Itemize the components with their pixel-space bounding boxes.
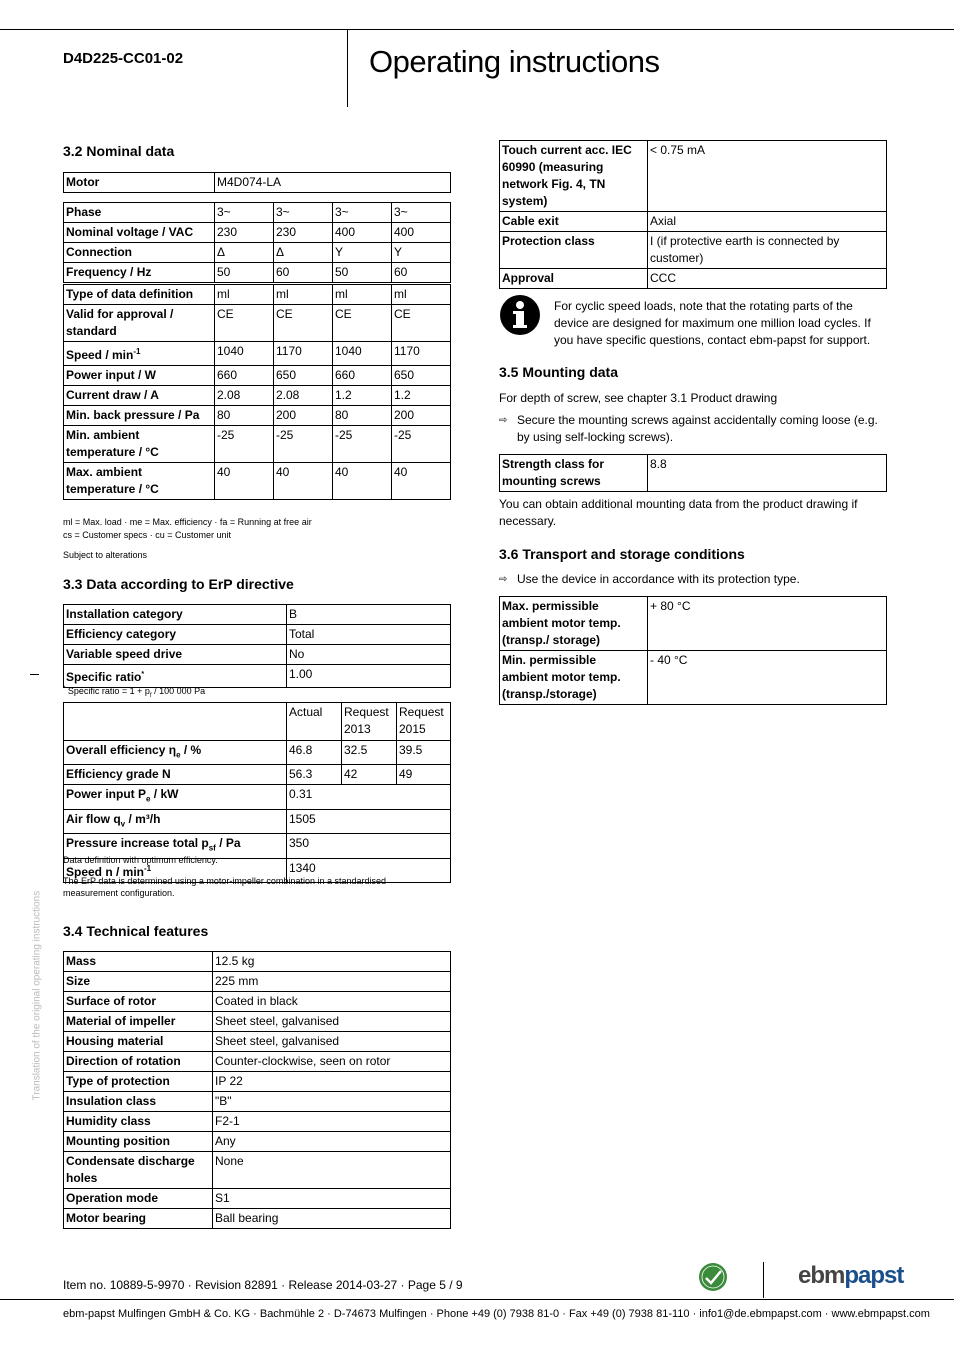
row-label: Humidity class <box>64 1112 213 1132</box>
erp-value: 49 <box>397 765 451 785</box>
row-value: 1040 <box>215 342 274 366</box>
table-row <box>500 232 887 269</box>
row-value: Y <box>392 243 451 263</box>
row-value: 60 <box>274 263 333 283</box>
info-icon <box>499 294 541 336</box>
erp-label: Air flow $q_v / m^3/h$ <box>64 809 287 833</box>
table-row <box>64 785 451 809</box>
row-value: 400 <box>333 223 392 243</box>
row-label: Frequency / Hz <box>64 263 215 283</box>
table-row <box>64 1132 451 1152</box>
row-value: 660 <box>333 366 392 386</box>
mounting-table <box>499 454 887 492</box>
row-value: S1 <box>213 1189 451 1209</box>
row-value: 1170 <box>274 342 333 366</box>
row-label: Motor bearing <box>64 1209 213 1229</box>
erp-value: 46.8 <box>287 741 342 765</box>
table-row <box>64 1189 451 1209</box>
table-row <box>500 269 887 289</box>
row-value: ml <box>392 285 451 305</box>
row-label: Type of protection <box>64 1072 213 1092</box>
row-value: None <box>213 1152 451 1189</box>
table-row <box>64 463 451 500</box>
col-header: Request 2013 <box>342 703 397 741</box>
row-label: Speed / $\min^{-1}$ <box>64 342 215 366</box>
header-divider <box>347 29 348 107</box>
table-row <box>64 952 451 972</box>
table-row <box>64 1072 451 1092</box>
transport-value: + 80 °C <box>648 597 887 651</box>
nominal-table-2 <box>63 284 451 500</box>
erp-value: 32.5 <box>342 741 397 765</box>
motor-table <box>63 172 451 193</box>
row-value: 650 <box>274 366 333 386</box>
table-row <box>64 605 451 625</box>
row-label: Direction of rotation <box>64 1052 213 1072</box>
electrical-table <box>499 140 887 289</box>
nominal-heading: 3.2 Nominal data <box>63 143 175 159</box>
row-label: Touch current acc. IEC 60990 (measuring network Fig. 4, TN system) <box>500 141 648 212</box>
motor-value: M4D074-LA <box>215 173 451 193</box>
row-value: 60 <box>392 263 451 283</box>
row-label: Insulation class <box>64 1092 213 1112</box>
table-row <box>64 285 451 305</box>
row-value: 3~ <box>392 203 451 223</box>
erp-table-1 <box>63 604 451 688</box>
row-value: 1.2 <box>392 386 451 406</box>
superscript: -1 <box>133 347 141 356</box>
row-label: Approval <box>500 269 648 289</box>
table-row <box>64 1012 451 1032</box>
erp-value: B <box>287 605 451 625</box>
row-value: -25 <box>392 426 451 463</box>
table-row <box>64 342 451 366</box>
row-value: 1170 <box>392 342 451 366</box>
row-label: Protection class <box>500 232 648 269</box>
transport-label: Min. permissible ambient motor temp. (transp./storage) <box>500 651 648 705</box>
erp-value: 1.00 <box>287 665 451 688</box>
erp-label: Power input $P_e$ / kW <box>64 785 287 809</box>
row-value: 660 <box>215 366 274 386</box>
erp-value: 0.31 <box>287 785 451 809</box>
ebmpapst-logo: ebmpapst <box>798 1262 904 1289</box>
row-value: Sheet steel, galvanised <box>213 1032 451 1052</box>
table-row <box>64 263 451 283</box>
table-row <box>64 765 451 785</box>
erp-value: 1340 <box>287 858 451 882</box>
erp-value: 350 <box>287 834 451 858</box>
page-title: Operating instructions <box>369 44 660 79</box>
row-label: Mass <box>64 952 213 972</box>
row-value: 3~ <box>274 203 333 223</box>
erp-value: 56.3 <box>287 765 342 785</box>
nominal-table-1 <box>63 202 451 283</box>
row-value: Coated in black <box>213 992 451 1012</box>
row-label: Connection <box>64 243 215 263</box>
table-row <box>64 223 451 243</box>
row-value: CCC <box>648 269 887 289</box>
row-label: Valid for approval / standard <box>64 305 215 342</box>
row-label: Power input / W <box>64 366 215 386</box>
transport-value: - 40 °C <box>648 651 887 705</box>
row-value: 40 <box>274 463 333 500</box>
row-value: Δ <box>215 243 274 263</box>
mounting-value: 8.8 <box>648 455 887 492</box>
row-label: Type of data definition <box>64 285 215 305</box>
row-value: 80 <box>333 406 392 426</box>
col-header: Request 2015 <box>397 703 451 741</box>
table-row <box>64 203 451 223</box>
erp-label: Installation category <box>64 605 287 625</box>
row-value: Axial <box>648 212 887 232</box>
erp-label: Overall efficiency $\eta_e$ / % <box>64 741 287 765</box>
row-label: Cable exit <box>500 212 648 232</box>
motor-label: Motor <box>64 173 215 193</box>
row-value: Δ <box>274 243 333 263</box>
row-label: Min. back pressure / Pa <box>64 406 215 426</box>
row-value: -25 <box>215 426 274 463</box>
row-value: 200 <box>392 406 451 426</box>
row-value: IP 22 <box>213 1072 451 1092</box>
table-row <box>64 1209 451 1229</box>
row-value: Sheet steel, galvanised <box>213 1012 451 1032</box>
table-row <box>500 141 887 212</box>
row-value: ml <box>215 285 274 305</box>
greentech-badge <box>698 1262 728 1292</box>
table-row <box>500 455 887 492</box>
table-row <box>64 1112 451 1132</box>
tech-heading: 3.4 Technical features <box>63 923 209 939</box>
table-row <box>64 625 451 645</box>
table-row <box>64 741 451 765</box>
table-row <box>64 406 451 426</box>
row-label: Min. ambient temperature / °C <box>64 426 215 463</box>
table-row <box>64 426 451 463</box>
erp-value: No <box>287 645 451 665</box>
row-value: CE <box>333 305 392 342</box>
row-label: Max. ambient temperature / °C <box>64 463 215 500</box>
erp-value: Total <box>287 625 451 645</box>
nominal-note-2: cs = Customer specs · cu = Customer unit <box>63 530 232 540</box>
row-label: Housing material <box>64 1032 213 1052</box>
erp-value: 39.5 <box>397 741 451 765</box>
col-header: Actual <box>287 703 342 741</box>
erp-label: Pressure increase total $p_{sf}$ / Pa <box>64 834 287 858</box>
mounting-label: Strength class for mounting screws <box>500 455 648 492</box>
erp-label: Variable speed drive <box>64 645 287 665</box>
row-value: Ball bearing <box>213 1209 451 1229</box>
row-value: 650 <box>392 366 451 386</box>
nominal-note-3: Subject to alterations <box>63 550 148 560</box>
table-row <box>64 1092 451 1112</box>
row-value: 1.2 <box>333 386 392 406</box>
row-value: ml <box>333 285 392 305</box>
row-value: 200 <box>274 406 333 426</box>
table-row <box>64 386 451 406</box>
erp-label: Speed n / $\min^{-1}$ <box>64 858 287 882</box>
mounting-text-1: For depth of screw, see chapter 3.1 Product drawing <box>499 391 778 405</box>
transport-label: Max. permissible ambient motor temp. (transp./ storage) <box>500 597 648 651</box>
row-value: 80 <box>215 406 274 426</box>
row-value: F2-1 <box>213 1112 451 1132</box>
footer-rule <box>0 1299 954 1300</box>
row-value: 40 <box>333 463 392 500</box>
row-value: 3~ <box>333 203 392 223</box>
row-value: 40 <box>215 463 274 500</box>
erp-label: Specific ratio* <box>64 665 287 688</box>
row-value: 50 <box>333 263 392 283</box>
table-row <box>64 243 451 263</box>
row-value: Counter-clockwise, seen on rotor <box>213 1052 451 1072</box>
row-value: Y <box>333 243 392 263</box>
table-row <box>500 597 887 651</box>
row-value: CE <box>215 305 274 342</box>
arrow-icon: ⇨ <box>499 415 508 426</box>
row-value: "B" <box>213 1092 451 1112</box>
transport-table <box>499 596 887 705</box>
erp-note-2: The ErP data is determined using a motor-impeller combination in a standardised measurement configuration. <box>63 876 387 898</box>
company-info: ebm-papst Mulfingen GmbH & Co. KG · Bachmühle 2 · D-74673 Mulfingen · Phone +49 (0) 7938 81-0 · Fax +49 (0) 7938 81-110 · info1@de.ebmpapst.com · www.ebmpapst.com <box>63 1308 930 1320</box>
nominal-note-1: ml = Max. load · me = Max. efficiency · fa = Running at free air <box>63 517 312 527</box>
mounting-heading: 3.5 Mounting data <box>499 364 618 380</box>
row-value: Any <box>213 1132 451 1152</box>
row-label: Mounting position <box>64 1132 213 1152</box>
row-value: ml <box>274 285 333 305</box>
row-value: 50 <box>215 263 274 283</box>
row-value: CE <box>392 305 451 342</box>
side-caption: Translation of the original operating instructions <box>31 890 43 1101</box>
table-row <box>64 1052 451 1072</box>
erp-value: 1505 <box>287 809 451 833</box>
transport-heading: 3.6 Transport and storage conditions <box>499 546 745 562</box>
table-row <box>64 645 451 665</box>
item-info: Item no. 10889-5-9970 · Revision 82891 · Release 2014-03-27 · Page 5 / 9 <box>63 1278 463 1292</box>
table-row <box>64 366 451 386</box>
row-value: 1040 <box>333 342 392 366</box>
empty-cell <box>64 703 287 741</box>
table-row <box>64 1152 451 1189</box>
info-text: For cyclic speed loads, note that the rotating parts of the device are designed for maximum one million load cycles. If you have specific questions, contact ebm-papst for support. <box>554 299 871 347</box>
row-label: Size <box>64 972 213 992</box>
row-value: -25 <box>333 426 392 463</box>
table-row <box>64 173 451 193</box>
mounting-text-2: You can obtain additional mounting data from the product drawing if necessary. <box>499 497 858 528</box>
header-top-rule <box>0 29 954 30</box>
erp-note-1: Data definition with optimum efficiency. <box>63 855 218 865</box>
margin-mark <box>30 674 39 675</box>
table-row <box>64 972 451 992</box>
table-row <box>64 1032 451 1052</box>
ratio-note: * Specific ratio = $1 + p_f / 100$ 000 Pa <box>63 686 206 699</box>
row-value: 230 <box>274 223 333 243</box>
tech-table <box>63 951 451 1229</box>
row-value: 225 mm <box>213 972 451 992</box>
row-value: 400 <box>392 223 451 243</box>
row-value: 12.5 kg <box>213 952 451 972</box>
product-number: D4D225-CC01-02 <box>63 50 184 67</box>
row-value: < 0.75 mA <box>648 141 887 212</box>
table-row <box>64 305 451 342</box>
row-label: Operation mode <box>64 1189 213 1209</box>
table-row <box>64 703 451 741</box>
erp-label: Efficiency grade N <box>64 765 287 785</box>
row-value: I (if protective earth is connected by customer) <box>648 232 887 269</box>
footer-divider <box>763 1262 764 1298</box>
erp-label: Efficiency category <box>64 625 287 645</box>
table-row <box>64 809 451 833</box>
row-label: Surface of rotor <box>64 992 213 1012</box>
row-label: Nominal voltage / VAC <box>64 223 215 243</box>
row-label: Material of impeller <box>64 1012 213 1032</box>
row-value: 2.08 <box>274 386 333 406</box>
table-row <box>500 651 887 705</box>
arrow-icon: ⇨ <box>499 574 508 585</box>
row-value: 230 <box>215 223 274 243</box>
row-label: Condensate discharge holes <box>64 1152 213 1189</box>
row-label: Phase <box>64 203 215 223</box>
row-label: Current draw / A <box>64 386 215 406</box>
table-row <box>64 992 451 1012</box>
table-row <box>500 212 887 232</box>
row-value: 2.08 <box>215 386 274 406</box>
erp-heading: 3.3 Data according to ErP directive <box>63 576 294 592</box>
erp-value: 42 <box>342 765 397 785</box>
row-value: -25 <box>274 426 333 463</box>
row-value: 3~ <box>215 203 274 223</box>
row-value: CE <box>274 305 333 342</box>
row-value: 40 <box>392 463 451 500</box>
